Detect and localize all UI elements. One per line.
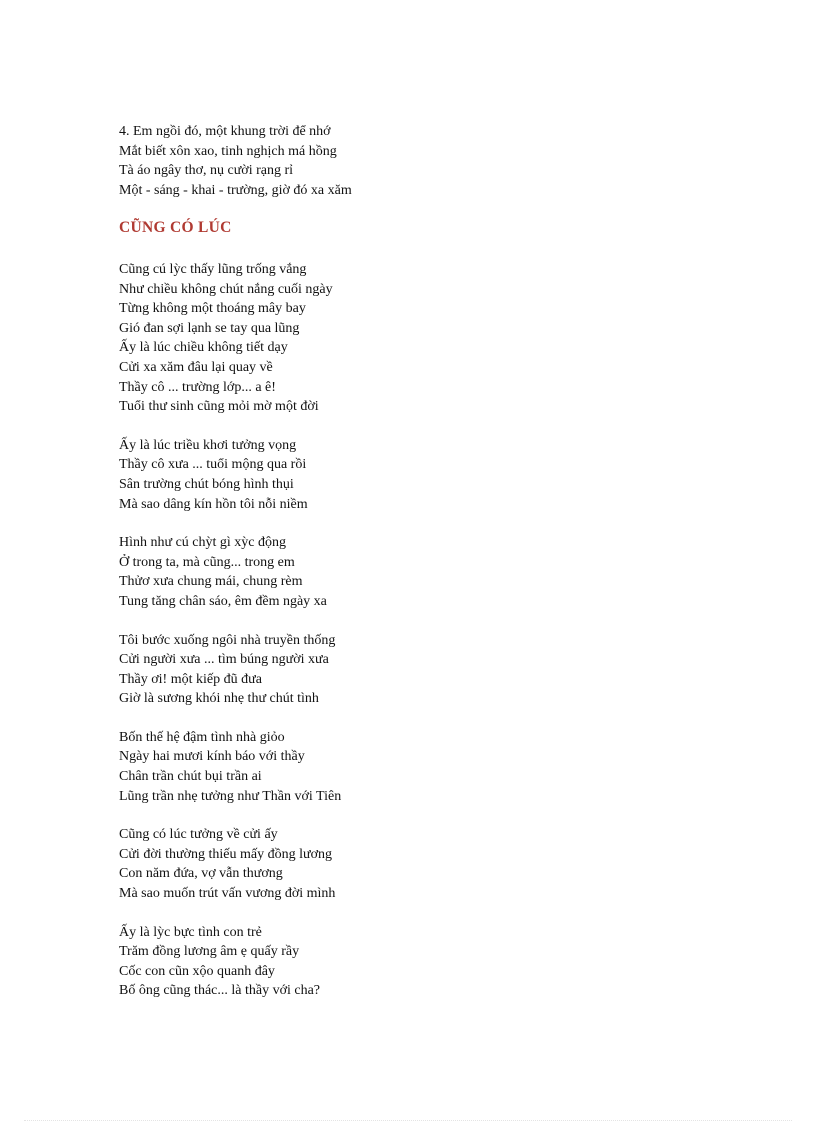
poem-line: Giờ là sương khói nhẹ thư chút tình xyxy=(119,691,319,707)
poem-line: Thửơ xưa chung mái, chung rèm xyxy=(119,574,303,590)
poem-line: Ở trong ta, mà cũng... trong em xyxy=(119,554,295,570)
poem-line: Hình như cú chỳt gì xỳc động xyxy=(119,535,287,551)
poem-line: Sân trường chút bóng hình thụi xyxy=(119,476,294,492)
poem-line: Trăm đồng lương âm ẹ quấy rầy xyxy=(119,944,300,960)
poem-line: Cốc con cũn xộo quanh đây xyxy=(119,963,275,979)
poem-line: Lũng trần nhẹ tưởng như Thần với Tiên xyxy=(119,788,342,804)
stanza xyxy=(119,923,719,1001)
poem-line: Ngày hai mươi kính báo với thầy xyxy=(119,749,305,765)
poem-line: Cửi đời thường thiếu mấy đồng lương xyxy=(119,846,332,862)
poem-line: Mà sao dâng kín hồn tôi nỗi niềm xyxy=(119,496,308,512)
poem-line: Thầy cô ... trường lớp... a ê! xyxy=(119,379,276,395)
poem-line: Bố ông cũng thác... là thầy với cha? xyxy=(119,983,321,999)
poem-line: Tuổi thư sinh cũng mỏi mờ một đời xyxy=(119,399,319,415)
poem-line: Tôi bước xuống ngôi nhà truyền thống xyxy=(119,632,336,648)
poem-line: Tung tăng chân sáo, êm đềm ngày xa xyxy=(119,593,327,609)
poem-line: Cửi người xưa ... tìm búng người xưa xyxy=(119,652,329,668)
poem-line: Ấy là lúc triều khơi tưởng vọng xyxy=(119,437,297,453)
poem-line: Thầy ơi! một kiếp đũ đưa xyxy=(119,671,262,687)
poem-line: Một - sáng - khai - trường, giờ đó xa xăm xyxy=(119,182,352,198)
poem-line: Mắt biết xôn xao, tinh nghịch má hồng xyxy=(119,143,337,159)
poem-title: CŨNG CÓ LÚC xyxy=(119,219,232,236)
stanza xyxy=(119,260,719,417)
poem-body xyxy=(119,260,719,1020)
poem-line: Chân trần chút bụi trần ai xyxy=(119,769,262,785)
poem-line: Thầy cô xưa ... tuổi mộng qua rồi xyxy=(119,457,307,473)
stanza xyxy=(119,825,719,903)
poem-line: Bốn thế hệ đậm tình nhà giỏo xyxy=(119,729,285,745)
poem-line: Như chiều không chút nắng cuối ngày xyxy=(119,281,333,297)
stanza xyxy=(119,436,719,514)
poem-line: Cửi xa xăm đâu lại quay về xyxy=(119,359,273,375)
intro-stanza xyxy=(119,122,719,200)
stanza xyxy=(119,728,719,806)
poem-line: Ấy là lúc chiều không tiết dạy xyxy=(119,340,288,356)
stanza xyxy=(119,533,719,611)
poem-line: Con năm đứa, vợ vẫn thương xyxy=(119,866,283,882)
poem-line: Gió đan sợi lạnh se tay qua lũng xyxy=(119,320,300,336)
poem-line: Từng không một thoáng mây bay xyxy=(119,301,306,317)
poem-line: Cũng cú lỳc thấy lũng trống vắng xyxy=(119,262,307,277)
page-bottom-rule xyxy=(24,1120,792,1121)
poem-line: 4. Em ngồi đó, một khung trời để nhớ xyxy=(119,124,331,139)
poem-line: Tà áo ngây thơ, nụ cười rạng rỉ xyxy=(119,163,294,179)
poem-line: Cũng có lúc tưởng về cửi ấy xyxy=(119,827,278,843)
poem-line: Mà sao muốn trút vấn vương đời mình xyxy=(119,886,336,902)
poem-line: Ấy là lỳc bực tình con trẻ xyxy=(119,924,262,940)
stanza xyxy=(119,631,719,709)
